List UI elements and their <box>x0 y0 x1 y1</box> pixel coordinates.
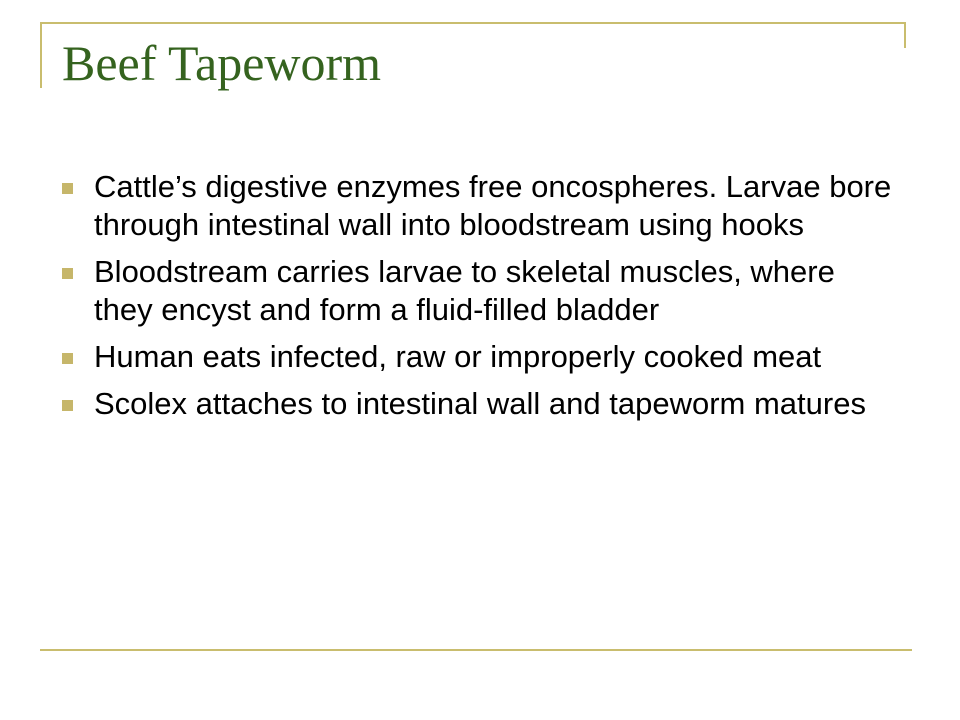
bullet-item-3 <box>62 338 902 376</box>
bullet-text-1: Cattle’s digestive enzymes free oncospheres. Larvae bore through intestinal wall into bloodstream using hooks <box>94 169 892 242</box>
bullet-item-1 <box>62 168 902 244</box>
bullet-text-2: Bloodstream carries larvae to skeletal muscles, where they encyst and form a fluid-filled bladder <box>94 254 835 327</box>
bullet-text-4: Scolex attaches to intestinal wall and tapeworm matures <box>94 386 866 421</box>
right-divider-line <box>904 22 906 48</box>
square-bullet-icon <box>62 268 73 279</box>
square-bullet-icon <box>62 400 73 411</box>
bullet-item-4 <box>62 385 902 423</box>
top-divider-line <box>40 22 905 24</box>
square-bullet-icon <box>62 353 73 364</box>
slide-title: Beef Tapeworm <box>62 35 382 91</box>
square-bullet-icon <box>62 183 73 194</box>
bullet-list <box>62 168 902 432</box>
bullet-item-2 <box>62 253 902 329</box>
bottom-divider-line <box>40 649 912 651</box>
bullet-text-3: Human eats infected, raw or improperly cooked meat <box>94 339 822 374</box>
left-divider-line <box>40 22 42 88</box>
